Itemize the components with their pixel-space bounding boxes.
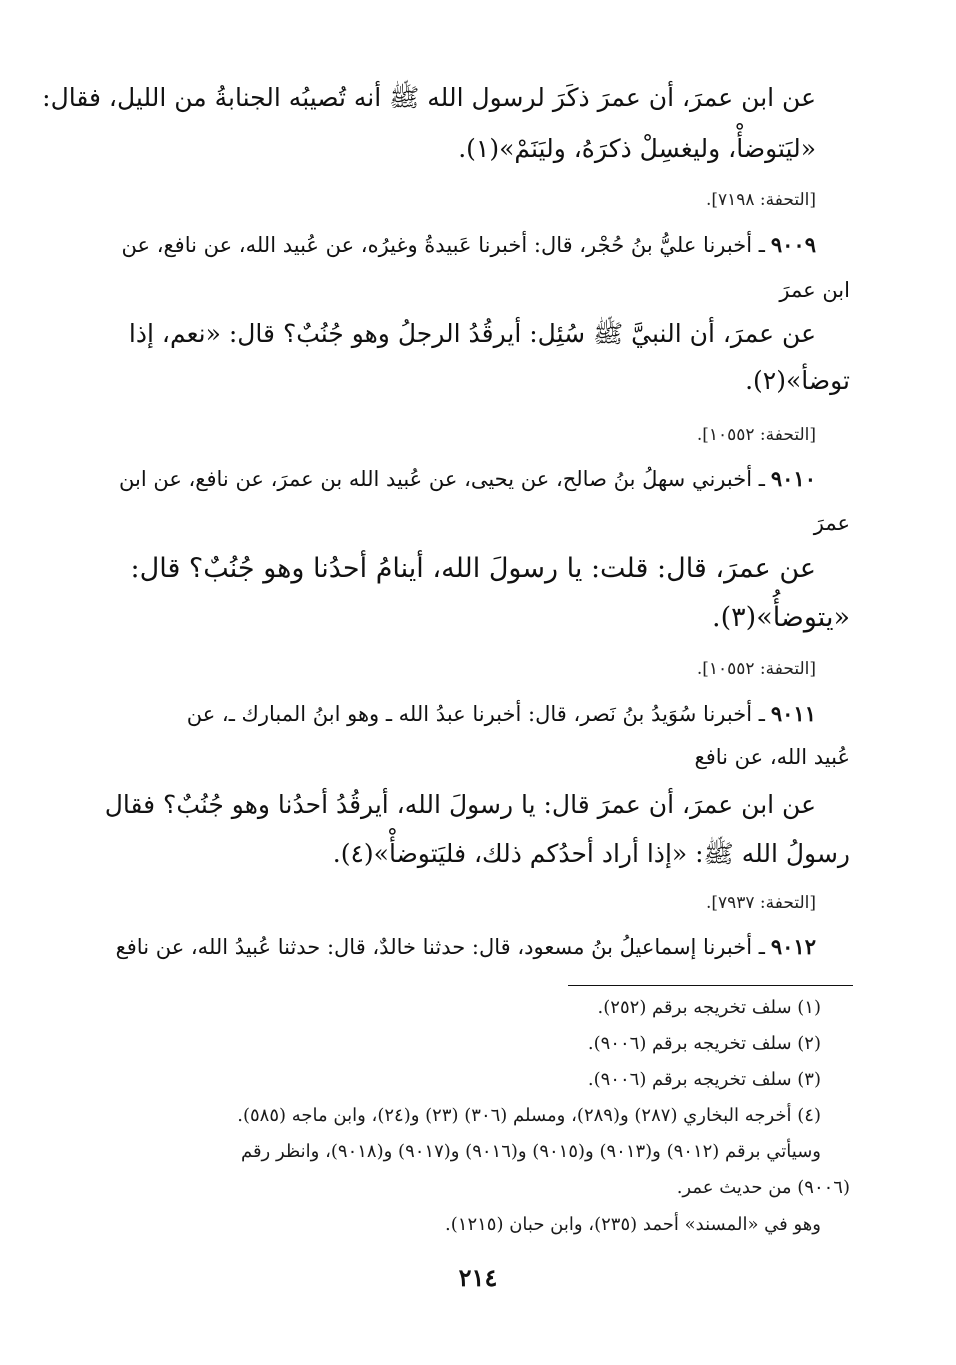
hadith-number: ٩٠٠٩ (770, 232, 816, 257)
hadith-isnad-line (119, 466, 816, 491)
text-line: عن ابن عمرَ، أن عمرَ قال: يا رسولَ الله، أيرقُدُ أحدُنا وهو جُنُبٌ؟ فقال (104, 790, 816, 819)
hadith-isnad-line: عُبيد الله، عن نافع (694, 745, 850, 769)
hadith-isnad-line: عمرَ (813, 511, 850, 535)
footnote: (٢) سلف تخريجه برقم (٩٠٠٦). (587, 1033, 821, 1054)
hadith-isnad-line: ابن عمرَ (779, 278, 850, 302)
text-line: عن عمرَ، أن النبيَّ ﷺ سُئِل: أيرقُدُ الرجلُ وهو جُنُبٌ؟ قال: «نعم، إذا (128, 319, 816, 348)
text-line: عن ابن عمرَ، أن عمرَ ذكَرَ لرسول الله ﷺ أنه تُصيبُه الجنابةُ من الليل، فقال: (42, 83, 816, 112)
hadith-number: ٩٠١٠ (770, 466, 816, 491)
footnote-divider (568, 985, 853, 986)
hadith-isnad-text: ـ أخبرني سهلُ بنُ صالح، عن يحيى، عن عُبيد الله بن عمرَ، عن نافع، عن ابن (119, 467, 765, 491)
hadith-isnad-line (187, 701, 816, 726)
hadith-isnad-line (116, 934, 816, 959)
footnote: (٤) أخرجه البخاري (٢٨٧) و(٢٨٩)، ومسلم (٣٠٦) (٢٣) و(٢٤)، وابن ماجه (٥٨٥). (237, 1105, 821, 1126)
hadith-isnad-line (122, 232, 816, 257)
footnote: وهو في «المسند» أحمد (٢٣٥)، وابن حبان (١٢١٥). (445, 1214, 821, 1235)
hadith-isnad-text: ـ أخبرنا إسماعيلُ بنُ مسعود، قال: حدثنا خالدٌ، قال: حدثنا عُبيدُ الله، عن نافع (115, 935, 765, 959)
hadith-isnad-text: ـ أخبرنا سُوَيدُ بنُ نَصر، قال: أخبرنا عبدُ الله ـ وهو ابنُ المبارك ـ، عن (186, 702, 765, 726)
footnote: (١) سلف تخريجه برقم (٢٥٢). (597, 997, 821, 1018)
hadith-isnad-text: ـ أخبرنا عليُّ بنُ حُجْر، قال: أخبرنا عَبيدةُ وغيرُه، عن عُبيد الله، عن نافع، عن (121, 233, 765, 257)
text-line: «يتوضأُ»(٣). (712, 602, 850, 633)
footnote: (٩٠٠٦) من حديث عمر. (676, 1177, 850, 1198)
page-number: ٢١٤ (458, 1263, 498, 1292)
hadith-number: ٩٠١٢ (770, 934, 816, 959)
tuhfa-reference: [التحفة: ١٠٥٥٢]. (696, 659, 816, 679)
tuhfa-reference: [التحفة: ٧٩٣٧]. (705, 893, 816, 913)
footnote: (٣) سلف تخريجه برقم (٩٠٠٦). (587, 1069, 821, 1090)
text-line: توضأ»(٢). (745, 366, 850, 395)
text-line: «ليَتوضأْ، وليغسِلْ ذكرَهُ، وليَنَمْ»(١). (458, 134, 816, 163)
tuhfa-reference: [التحفة: ٧١٩٨]. (705, 190, 816, 210)
text-line: عن عمرَ، قال: قلت: يا رسولَ الله، أينامُ أحدُنا وهو جُنُبٌ؟ قال: (130, 553, 816, 584)
hadith-number: ٩٠١١ (770, 701, 816, 726)
text-line: رسولُ الله ﷺ: «إذا أراد أحدُكم ذلك، فليَتوضأْ»(٤). (332, 839, 850, 868)
footnote: وسيأتي برقم (٩٠١٢) و(٩٠١٣) و(٩٠١٥) و(٩٠١٦) و(٩٠١٧) و(٩٠١٨)، وانظر رقم (240, 1141, 821, 1162)
tuhfa-reference: [التحفة: ١٠٥٥٢]. (696, 425, 816, 445)
